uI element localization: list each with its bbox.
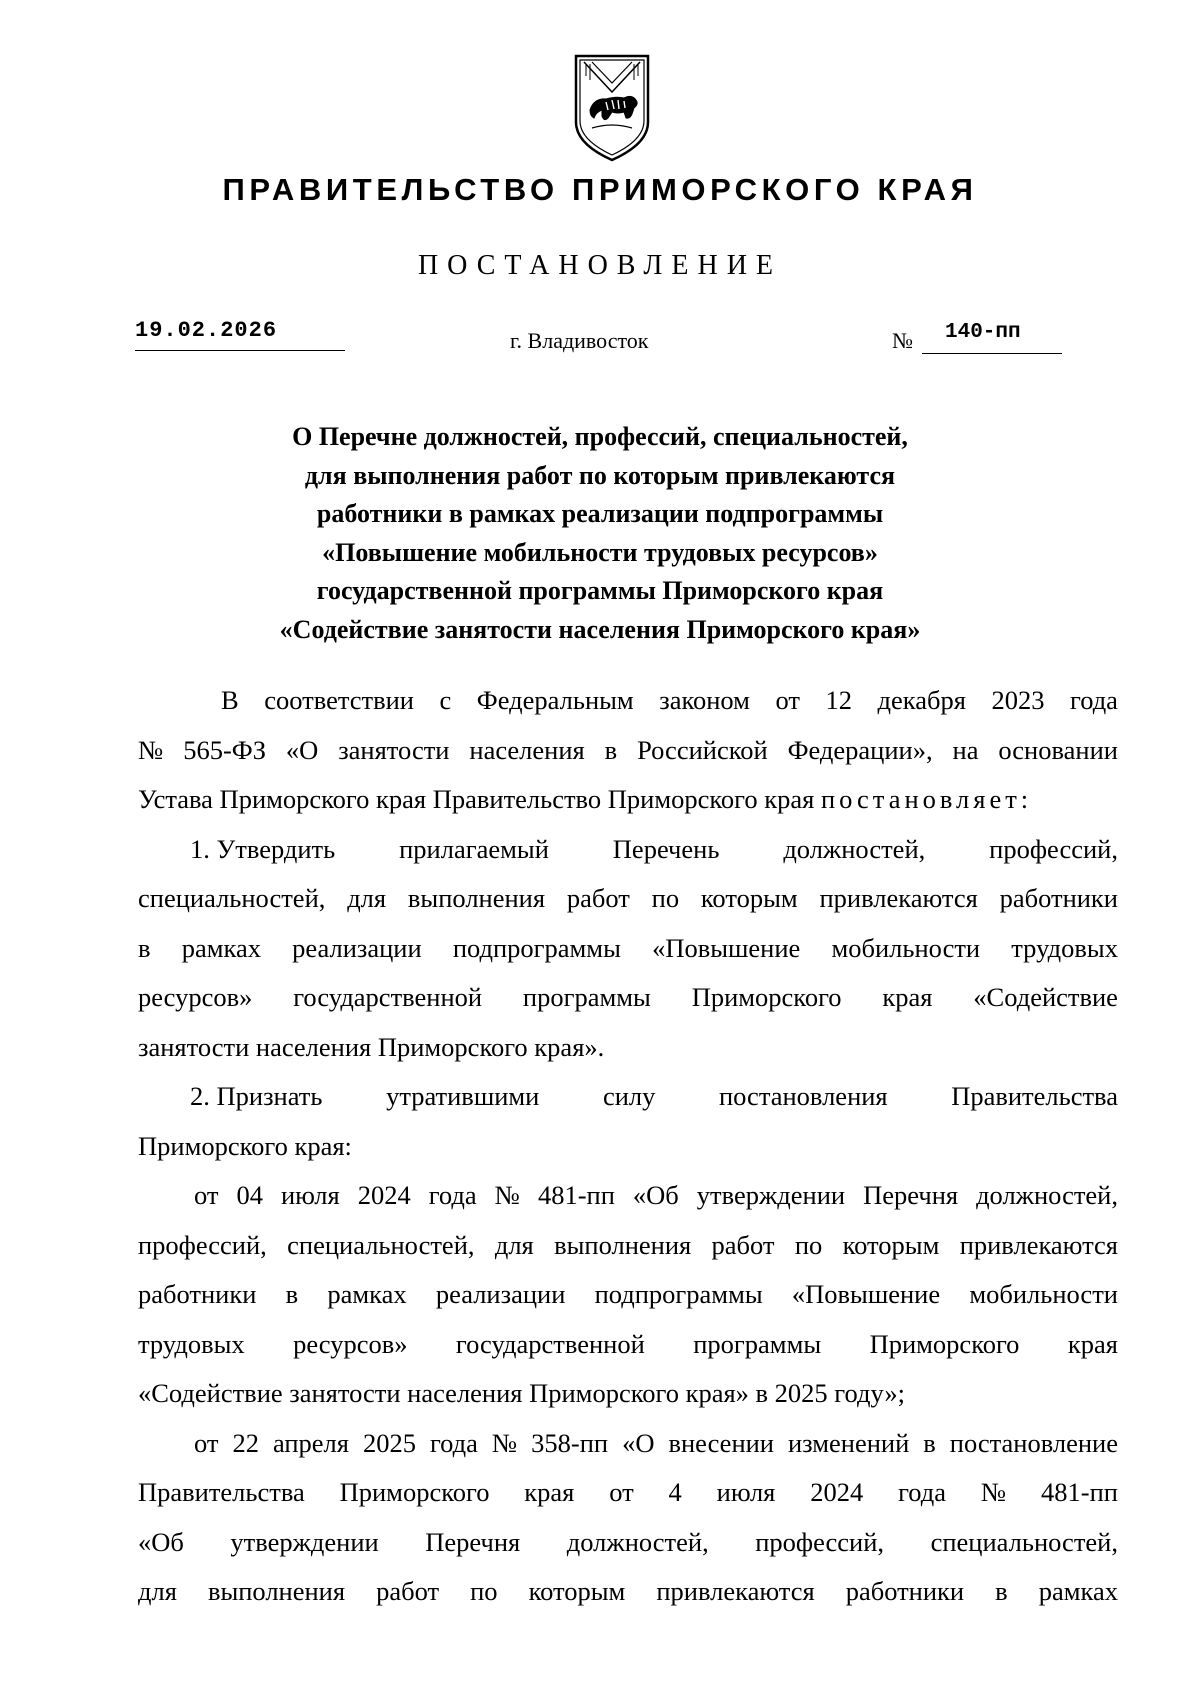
body-word: выполнения <box>554 1229 692 1260</box>
body-line <box>138 1468 1118 1518</box>
body-word: Федерации», <box>787 734 933 765</box>
body-word: для <box>347 883 387 913</box>
body-word: от <box>775 685 800 715</box>
body-word: внесении <box>668 1427 774 1458</box>
body-word: программы <box>522 982 651 1012</box>
body-word: трудовых <box>1011 932 1118 963</box>
body-word: профессий, <box>989 833 1118 864</box>
body-word: профессий, <box>755 1526 885 1557</box>
body-word: населения <box>469 734 585 765</box>
body-word: работники <box>999 883 1118 913</box>
body-word: края <box>524 1477 575 1507</box>
body-word: «Содействие <box>973 982 1118 1012</box>
heading-line: работники в рамках реализации подпрограммы <box>316 499 884 528</box>
body-word: ресурсов» <box>138 982 253 1012</box>
body-word: 2024 <box>357 1180 411 1210</box>
body-word: в <box>285 1279 299 1309</box>
heading-line: государственной программы Приморского края <box>316 576 884 605</box>
body-word: Российской <box>637 734 768 765</box>
heading-line: «Повышение мобильности трудовых ресурсов» <box>322 537 878 567</box>
body-word: от <box>194 1180 219 1210</box>
body-word: утратившими <box>386 1081 540 1111</box>
body-word: от <box>609 1477 634 1507</box>
body-line: «Содействие занятости населения Приморского края» в 2025 году»; <box>138 1378 905 1408</box>
body-word: занятости <box>338 734 450 765</box>
body-word: реализации <box>292 932 422 963</box>
body-word: 2. Признать <box>190 1081 323 1111</box>
body-word: края <box>882 982 933 1012</box>
body-word: подпрограммы <box>594 1279 763 1309</box>
body-word: постановление <box>949 1427 1118 1458</box>
body-word: 358-пп <box>531 1427 609 1458</box>
body-word: для <box>138 1576 177 1606</box>
body-word: «О <box>285 734 319 765</box>
body-word: «Повышение <box>791 1279 941 1309</box>
body-word: выполнения <box>207 1576 346 1606</box>
body-word: Перечень <box>612 833 720 864</box>
body-word: в <box>604 734 618 765</box>
body-word: мобильности <box>831 932 981 963</box>
body-word: № <box>980 1477 1007 1507</box>
body-line <box>138 1419 1118 1469</box>
body-word: привлекаются <box>819 883 978 913</box>
body-word: Перечня <box>863 1180 959 1210</box>
body-line <box>138 1320 1118 1370</box>
body-word: Перечня <box>425 1526 521 1557</box>
body-word: рамках <box>181 932 261 963</box>
body-word: июля <box>280 1180 340 1210</box>
body-word: специальностей, <box>138 883 326 913</box>
body-word: с <box>439 685 452 715</box>
body-word: выполнения <box>407 883 546 913</box>
body-word: в <box>995 1576 1008 1606</box>
body-line <box>138 1171 1118 1221</box>
body-word: № <box>494 1180 520 1210</box>
body-word: 12 <box>825 685 852 715</box>
body-word: прилагаемый <box>399 833 549 864</box>
body-word: реализации <box>435 1279 566 1309</box>
body-line <box>138 726 1118 776</box>
body-word: государственной <box>293 982 483 1012</box>
body-word: для <box>494 1229 534 1260</box>
number-sign: № <box>892 328 913 353</box>
body-word: программы <box>693 1328 822 1359</box>
body-word: мобильности <box>969 1279 1118 1309</box>
body-word: должностей, <box>976 1180 1118 1210</box>
body-word: «О <box>622 1427 655 1458</box>
body-word: 565-ФЗ <box>183 734 266 765</box>
body-word: В <box>221 685 239 715</box>
body-line <box>138 676 1118 726</box>
body-word: которым <box>842 1229 940 1260</box>
document-number: 140-пп <box>945 321 1021 344</box>
body-word: года <box>429 1427 478 1458</box>
body-line <box>138 825 1118 875</box>
body-text-segment: Устава Приморского края Правительство Приморского края <box>138 784 815 814</box>
body-word: утверждении <box>230 1526 379 1557</box>
body-word: ресурсов» <box>293 1328 408 1359</box>
body-word: в <box>138 932 151 963</box>
primorsky-krai-coat-of-arms-icon <box>572 52 652 167</box>
body-word: 2023 <box>991 685 1045 715</box>
document-date: 19.02.2026 <box>135 318 278 343</box>
body-word: привлекаются <box>656 1576 815 1606</box>
body-word: декабря <box>877 685 966 715</box>
body-word: привлекаются <box>959 1229 1118 1260</box>
body-word: работ <box>376 1576 440 1606</box>
body-word: от <box>194 1427 219 1458</box>
body-word: силу <box>602 1081 656 1111</box>
body-word: на <box>952 734 979 765</box>
body-line: Приморского края: <box>138 1130 352 1161</box>
body-line <box>138 973 1118 1023</box>
body-word: специальностей, <box>287 1229 475 1260</box>
body-line <box>138 1567 1118 1617</box>
body-word: работ <box>711 1229 775 1260</box>
body-word: профессий, <box>138 1229 267 1260</box>
document-body <box>138 676 1118 1617</box>
body-word: по <box>470 1576 498 1606</box>
body-word: рамках <box>1038 1576 1118 1606</box>
body-word: «Повышение <box>652 932 801 963</box>
body-word: в <box>923 1427 936 1458</box>
body-word: подпрограммы <box>452 932 621 963</box>
body-word: трудовых <box>138 1328 245 1359</box>
body-word: Правительства <box>951 1081 1118 1111</box>
body-line: занятости населения Приморского края». <box>138 1031 605 1062</box>
body-line <box>138 924 1118 974</box>
body-word: должностей, <box>783 833 926 864</box>
body-word: работники <box>138 1279 257 1309</box>
body-line <box>138 1221 1118 1271</box>
heading-line: О Перечне должностей, профессий, специальностей, <box>292 422 908 451</box>
body-word: соответствии <box>264 685 414 715</box>
document-heading <box>0 418 1200 649</box>
date-underline <box>135 350 345 351</box>
body-word: которым <box>700 883 798 913</box>
resolve-word: постановляет: <box>820 784 1033 814</box>
body-word: Приморского <box>691 982 842 1012</box>
body-word: основании <box>998 734 1118 765</box>
body-word: июля <box>716 1477 776 1507</box>
document-city: г. Владивосток <box>510 328 649 353</box>
body-word: 481-пп <box>1041 1477 1118 1507</box>
document-type: ПОСТАНОВЛЕНИЕ <box>417 250 783 281</box>
body-word: по <box>651 883 680 913</box>
body-word: рамках <box>327 1279 407 1309</box>
body-word: апреля <box>272 1427 349 1458</box>
body-word: изменений <box>787 1427 910 1458</box>
body-word: края <box>1067 1328 1118 1359</box>
body-word: Приморского <box>339 1477 490 1507</box>
body-word: Федеральным <box>476 685 634 715</box>
body-word: которым <box>528 1576 626 1606</box>
body-word: 22 <box>232 1427 259 1458</box>
body-word: работ <box>566 883 630 913</box>
body-word: 2025 <box>362 1427 416 1458</box>
body-word: года <box>898 1477 947 1507</box>
body-word: № <box>491 1427 518 1458</box>
body-word: работники <box>845 1576 965 1606</box>
body-word: 2024 <box>810 1477 864 1507</box>
body-word: года <box>1070 685 1118 715</box>
body-word: постановления <box>718 1081 888 1111</box>
body-word: «Об <box>632 1180 679 1210</box>
body-word: утверждении <box>696 1180 846 1210</box>
body-line <box>138 775 1118 825</box>
body-word: законом <box>659 685 750 715</box>
body-line <box>138 874 1118 924</box>
body-word: 04 <box>236 1180 263 1210</box>
body-line <box>138 1072 1118 1122</box>
body-word: 4 <box>668 1477 682 1507</box>
number-underline <box>922 353 1062 354</box>
body-line <box>138 1270 1118 1320</box>
body-word: государственной <box>455 1328 645 1359</box>
heading-line: для выполнения работ по которым привлекаются <box>304 460 896 490</box>
body-word: «Об <box>138 1526 184 1557</box>
government-title: ПРАВИТЕЛЬСТВО ПРИМОРСКОГО КРАЯ <box>222 172 978 207</box>
body-word: года <box>428 1180 477 1210</box>
body-word: Правительства <box>138 1477 305 1507</box>
body-word: 481-пп <box>537 1180 615 1210</box>
heading-line: «Содействие занятости населения Приморского края» <box>279 614 921 644</box>
body-word: по <box>794 1229 823 1260</box>
body-word: № <box>138 734 164 765</box>
body-word: специальностей, <box>930 1526 1118 1557</box>
body-line <box>138 1518 1118 1568</box>
body-word: 1. Утвердить <box>190 833 336 864</box>
body-word: Приморского <box>869 1328 1020 1359</box>
body-word: должностей, <box>566 1526 709 1557</box>
